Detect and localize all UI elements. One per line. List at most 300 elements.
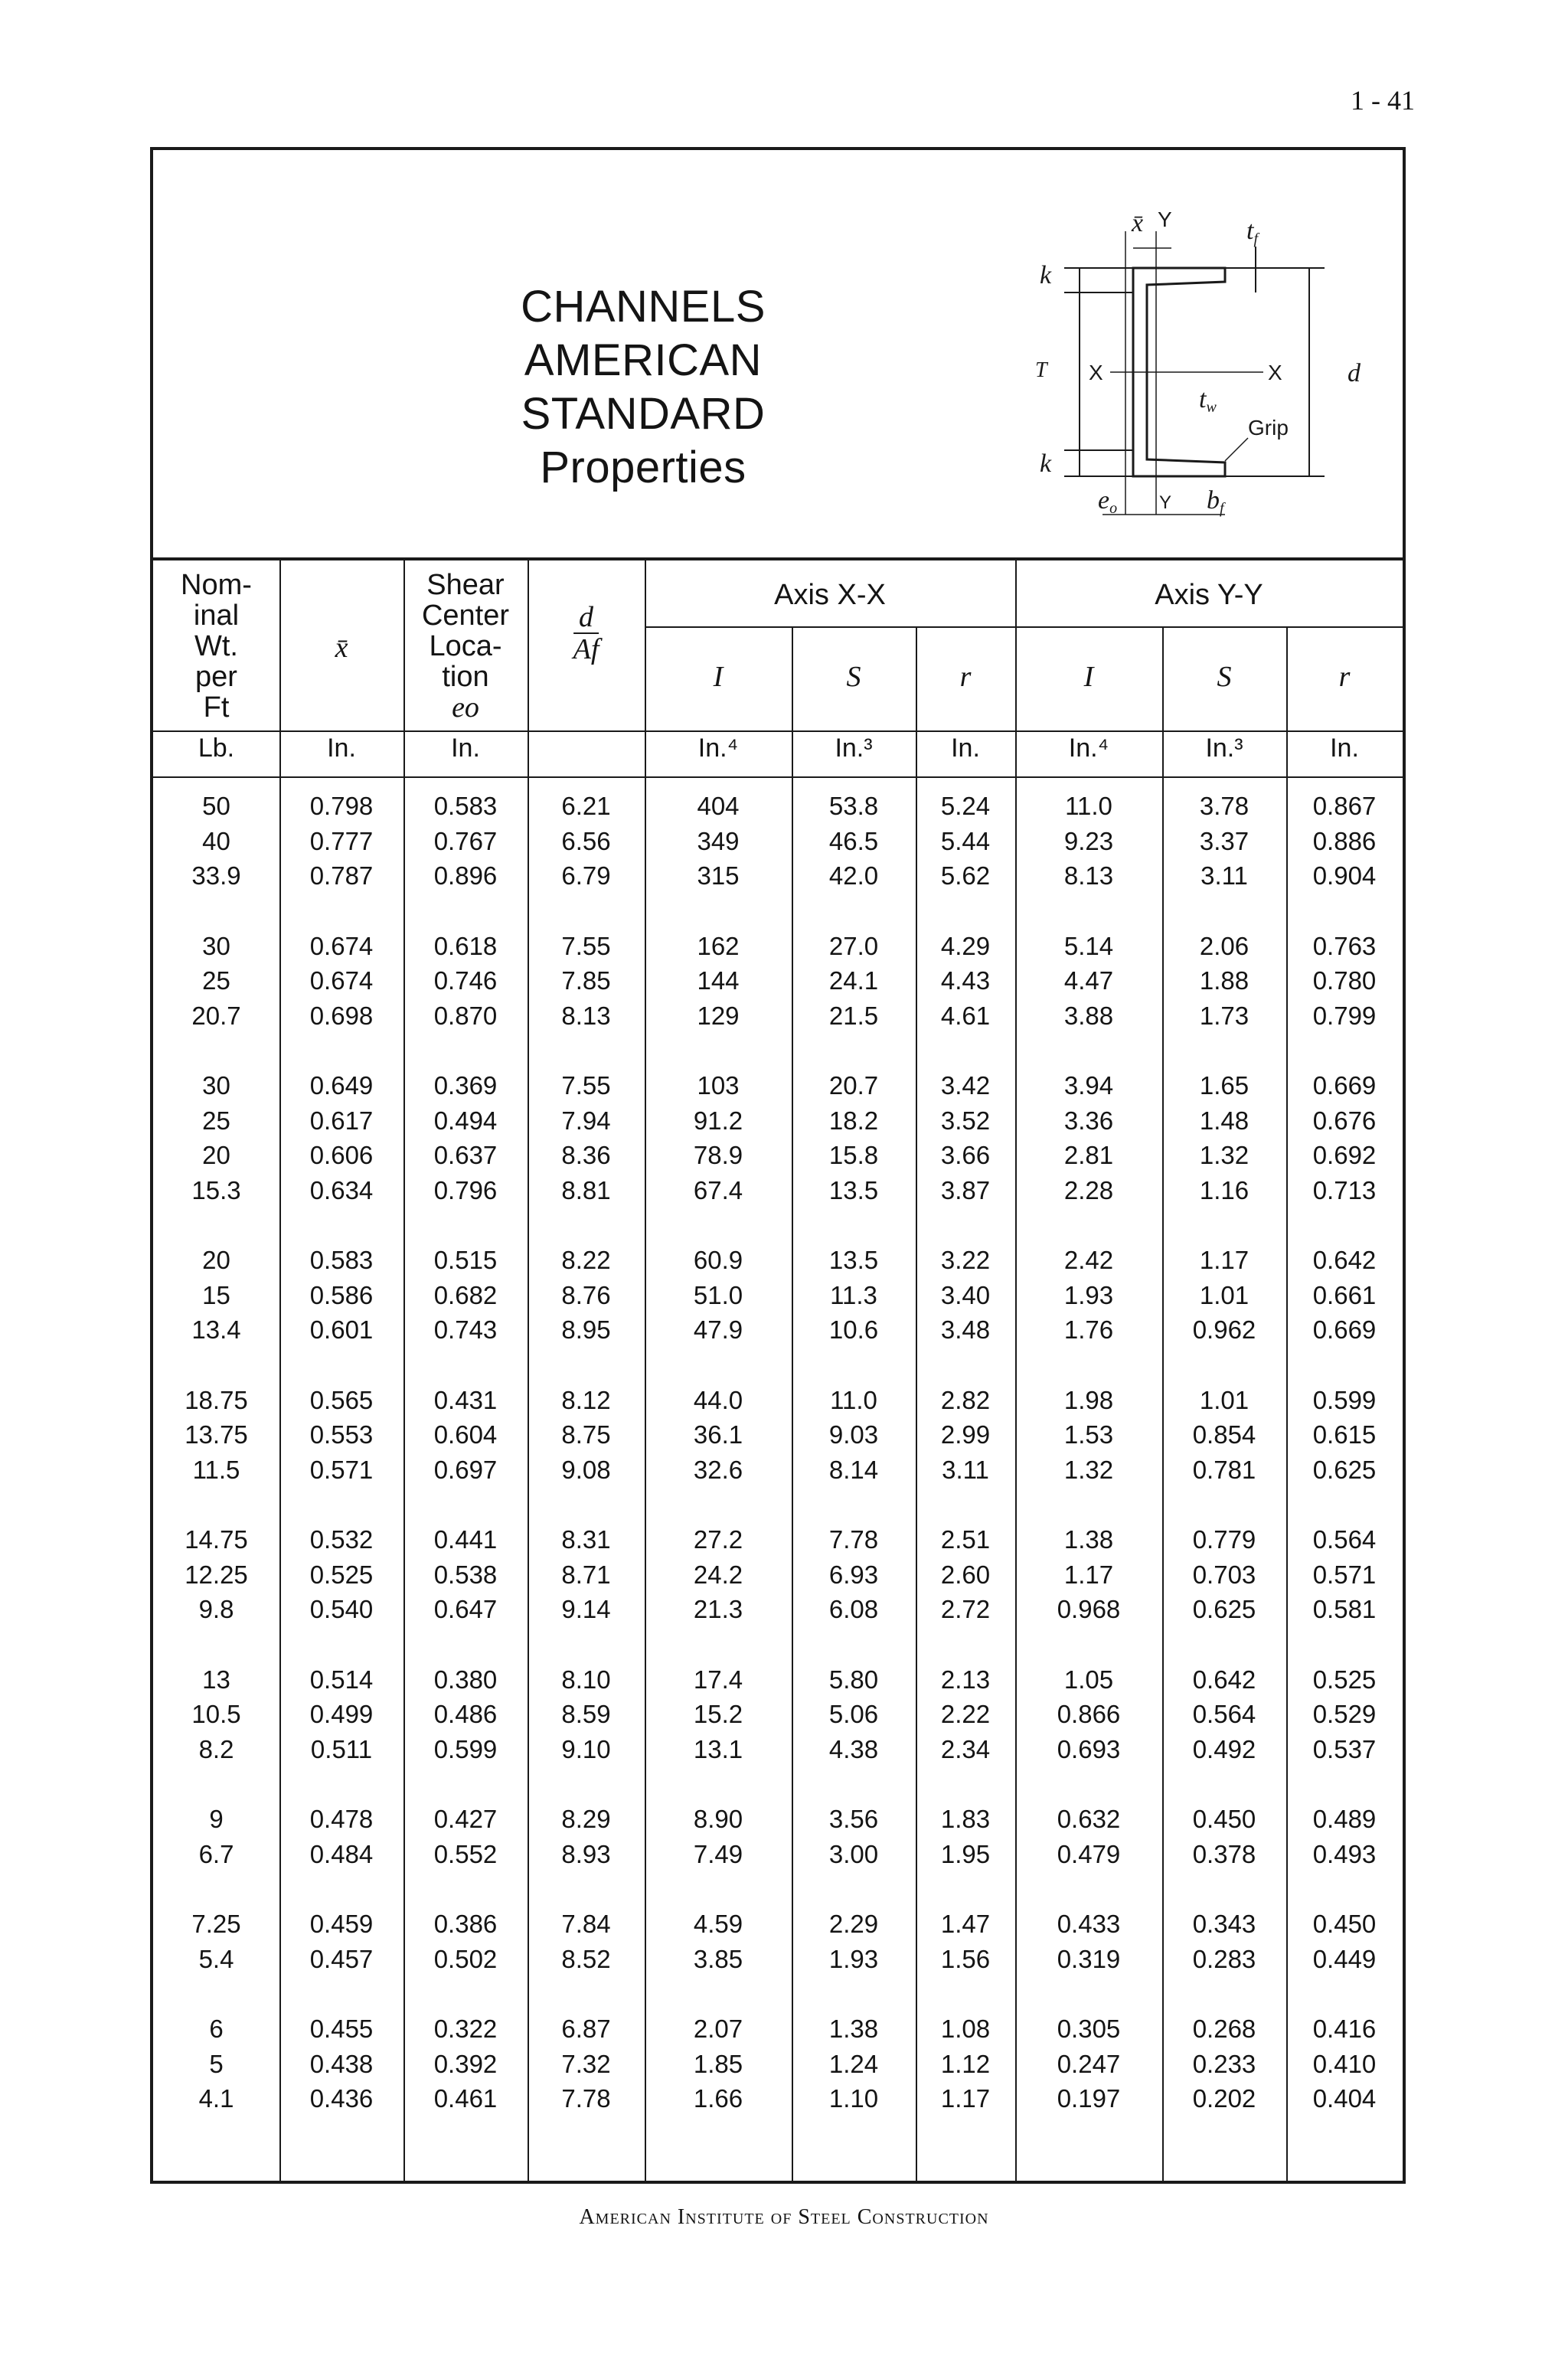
table-cell: 0.743 [433,1315,498,1344]
table-cell: 0.565 [309,1385,374,1414]
table-cell: 3.78 [1199,792,1250,820]
table-cell: 1.73 [1199,1001,1250,1030]
table-cell: 6 [209,2015,224,2043]
table-cell: 4.43 [940,966,991,995]
table-cell: 40 [202,826,230,855]
header-nominal-weight [181,570,252,723]
column-divider [403,560,405,2181]
diagram-tf-label: tf [1246,217,1259,247]
table-cell: 20.7 [828,1071,879,1100]
table-cell: 2.06 [1199,931,1250,960]
table-cell: 11.5 [192,1455,240,1484]
table-cell: 2.60 [940,1560,991,1589]
table-cell: 67.4 [693,1175,743,1204]
table-cell: 8.13 [561,1001,611,1030]
table-cell: 0.202 [1192,2084,1256,2113]
table-cell: 2.13 [940,1665,991,1694]
table-cell: 5.44 [940,826,991,855]
table-cell: 3.11 [942,1455,989,1484]
table-cell: 7.78 [828,1525,879,1554]
table-cell: 2.34 [940,1734,991,1763]
table-cell: 42.0 [828,861,879,890]
header-s-xx: S [846,661,861,693]
table-cell: 3.87 [940,1175,991,1204]
table-cell: 1.88 [1199,966,1250,995]
unit-label: In. [1330,734,1359,763]
table-cell: 44.0 [693,1385,743,1414]
table-cell: 0.896 [433,861,498,890]
table-cell: 8.93 [561,1839,611,1868]
table-cell: 0.904 [1312,861,1377,890]
table-cell: 91.2 [693,1106,743,1135]
table-cell: 0.781 [1192,1455,1256,1484]
table-cell: 8.90 [693,1805,743,1833]
table-cell: 4.59 [693,1910,743,1938]
table-cell: 0.197 [1057,2084,1121,2113]
table-cell: 4.1 [198,2084,234,2113]
table-cell: 3.40 [940,1280,991,1309]
column-divider [1162,626,1164,2181]
table-cell: 5.4 [198,1944,234,1973]
table-cell: 0.583 [309,1246,374,1274]
table-cell: 0.642 [1312,1246,1377,1274]
table-cell: 7.85 [561,966,611,995]
table-cell: 0.674 [309,931,374,960]
header-shear-center [422,570,509,723]
table-cell: 0.669 [1312,1071,1377,1100]
table-cell: 7.94 [561,1106,611,1135]
table-cell: 0.540 [309,1595,374,1623]
table-cell: 404 [697,792,740,820]
units-bottom-divider [153,776,1403,778]
table-cell: 3.22 [940,1246,991,1274]
page-title [444,280,842,495]
table-cell: 3.66 [940,1141,991,1169]
table-cell: 0.538 [433,1560,498,1589]
table-cell: 1.66 [693,2084,743,2113]
table-cell: 8.76 [561,1280,611,1309]
table-cell: 1.93 [828,1944,879,1973]
header-line: Shear [426,569,505,601]
table-cell: 5.24 [940,792,991,820]
table-cell: 9.10 [561,1734,611,1763]
table-cell: 0.870 [433,1001,498,1030]
table-cell: 0.692 [1312,1141,1377,1169]
table-cell: 0.583 [433,792,498,820]
table-cell: 0.305 [1057,2015,1121,2043]
table-cell: 0.615 [1312,1420,1377,1449]
table-cell: 32.6 [693,1455,743,1484]
table-cell: 1.10 [828,2084,879,2113]
table-cell: 1.17 [1063,1560,1114,1589]
table-cell: 0.642 [1192,1665,1256,1694]
table-cell: 0.698 [309,1001,374,1030]
table-cell: 0.484 [309,1839,374,1868]
table-cell: 30 [202,931,230,960]
header-r-xx: r [959,661,972,693]
table-cell: 1.48 [1199,1106,1250,1135]
table-cell: 8.52 [561,1944,611,1973]
table-cell: 0.746 [433,966,498,995]
table-cell: 0.378 [1192,1839,1256,1868]
table-cell: 13.1 [693,1734,743,1763]
table-cell: 1.08 [940,2015,991,2043]
table-cell: 7.25 [191,1910,241,1938]
table-cell: 18.75 [185,1385,248,1414]
table-cell: 2.99 [940,1420,991,1449]
table-cell: 0.632 [1057,1805,1121,1833]
table-cell: 8.59 [561,1700,611,1728]
table-cell: 9.23 [1063,826,1114,855]
table-cell: 9.14 [561,1595,611,1623]
table-cell: 3.48 [940,1315,991,1344]
table-cell: 15.8 [828,1141,879,1169]
table-cell: 0.599 [433,1734,498,1763]
header-d-over-af [573,602,599,665]
table-cell: 13.5 [828,1246,879,1274]
table-cell: 50 [202,792,230,820]
column-divider [916,626,917,2181]
table-cell: 25 [202,1106,230,1135]
table-cell: 4.38 [828,1734,879,1763]
table-cell: 0.777 [309,826,374,855]
table-cell: 0.703 [1192,1560,1256,1589]
publisher-footer: American Institute of Steel Construction [579,2205,989,2229]
table-cell: 20 [202,1141,230,1169]
table-cell: 0.779 [1192,1525,1256,1554]
column-divider [1286,626,1288,2181]
table-cell: 129 [697,1001,740,1030]
header-axis-yy: Axis Y-Y [1155,579,1263,611]
table-cell: 0.564 [1192,1700,1256,1728]
header-line: inal [193,600,240,632]
table-cell: 1.24 [828,2049,879,2078]
header-xbar: x̄ [335,632,348,664]
table-cell: 0.581 [1312,1595,1377,1623]
table-cell: 0.529 [1312,1700,1377,1728]
header-line: Center [421,600,510,632]
table-cell: 8.36 [561,1141,611,1169]
table-cell: 0.625 [1192,1595,1256,1623]
table-cell: 8.13 [1063,861,1114,890]
table-cell: 0.283 [1192,1944,1256,1973]
header-af: Af [573,633,599,665]
table-cell: 0.455 [309,2015,374,2043]
table-cell: 10.6 [828,1315,879,1344]
table-cell: 12.25 [185,1560,248,1589]
table-cell: 144 [697,966,740,995]
diagram-x-left-label: X [1089,361,1103,384]
table-cell: 3.37 [1199,826,1250,855]
table-cell: 2.29 [828,1910,879,1938]
table-cell: 0.525 [1312,1665,1377,1694]
table-cell: 8.95 [561,1315,611,1344]
table-cell: 0.634 [309,1175,374,1204]
diagram-y-bottom-label: Y [1159,492,1172,513]
table-cell: 315 [697,861,740,890]
header-d: d [573,602,599,634]
table-cell: 0.571 [1312,1560,1377,1589]
table-cell: 0.604 [433,1420,498,1449]
header-i-xx: I [713,661,724,693]
diagram-k-top-label: k [1040,261,1052,289]
table-cell: 0.486 [433,1700,498,1728]
table-cell: 1.83 [940,1805,991,1833]
table-cell: 0.553 [309,1420,374,1449]
table-cell: 0.457 [309,1944,374,1973]
table-cell: 1.95 [940,1839,991,1868]
table-cell: 3.52 [940,1106,991,1135]
table-cell: 0.796 [433,1175,498,1204]
table-cell: 1.17 [940,2084,991,2113]
table-cell: 0.459 [309,1910,374,1938]
table-cell: 0.601 [309,1315,374,1344]
table-cell: 0.494 [433,1106,498,1135]
table-cell: 0.599 [1312,1385,1377,1414]
table-cell: 13 [202,1665,230,1694]
table-cell: 4.61 [940,1001,991,1030]
table-cell: 1.65 [1199,1071,1250,1100]
table-cell: 0.479 [1057,1839,1121,1868]
table-cell: 8.2 [198,1734,234,1763]
table-cell: 47.9 [693,1315,743,1344]
table-cell: 1.47 [940,1910,991,1938]
table-cell: 0.369 [433,1071,498,1100]
table-cell: 60.9 [693,1246,743,1274]
table-cell: 1.93 [1063,1280,1114,1309]
table-cell: 3.11 [1200,861,1248,890]
table-cell: 1.76 [1063,1315,1114,1344]
table-cell: 6.56 [561,826,611,855]
axis-subheader-divider [645,626,1403,628]
table-cell: 27.2 [693,1525,743,1554]
table-cell: 5 [209,2049,224,2078]
table-cell: 14.75 [185,1525,248,1554]
table-cell: 27.0 [828,931,879,960]
table-cell: 0.886 [1312,826,1377,855]
table-cell: 1.32 [1063,1455,1114,1484]
diagram-d-label: d [1348,359,1361,387]
table-cell: 8.31 [561,1525,611,1554]
table-cell: 0.798 [309,792,374,820]
table-cell: 349 [697,826,740,855]
table-cell: 6.93 [828,1560,879,1589]
header-r-yy: r [1338,661,1351,693]
table-cell: 0.968 [1057,1595,1121,1623]
table-cell: 0.416 [1312,2015,1377,2043]
table-cell: 0.268 [1192,2015,1256,2043]
table-cell: 0.676 [1312,1106,1377,1135]
table-cell: 13.4 [191,1315,241,1344]
table-cell: 0.431 [433,1385,498,1414]
header-line: Ft [203,691,230,724]
diagram-x-right-label: X [1268,361,1282,384]
table-cell: 1.05 [1063,1665,1114,1694]
table-cell: 0.511 [310,1734,373,1763]
table-cell: 6.08 [828,1595,879,1623]
table-cell: 0.697 [433,1455,498,1484]
table-cell: 2.82 [940,1385,991,1414]
table-cell: 5.80 [828,1665,879,1694]
table-cell: 0.564 [1312,1525,1377,1554]
table-cell: 0.322 [433,2015,498,2043]
table-cell: 9.8 [198,1595,234,1623]
table-cell: 2.42 [1063,1246,1114,1274]
table-cell: 0.247 [1057,2049,1121,2078]
column-divider [792,626,793,2181]
unit-label: In. [451,734,480,763]
table-cell: 10.5 [191,1700,241,1728]
diagram-eo-label: eo [1098,486,1118,517]
table-cell: 53.8 [828,792,879,820]
table-cell: 2.72 [940,1595,991,1623]
table-cell: 8.14 [828,1455,879,1484]
table-cell: 0.669 [1312,1315,1377,1344]
table-cell: 0.552 [433,1839,498,1868]
table-cell: 0.647 [433,1595,498,1623]
table-cell: 1.12 [940,2049,991,2078]
diagram-grip-label: Grip [1248,416,1289,440]
table-cell: 5.62 [940,861,991,890]
table-cell: 0.713 [1312,1175,1377,1204]
table-cell: 0.436 [309,2084,374,2113]
table-cell: 0.380 [433,1665,498,1694]
table-cell: 3.88 [1063,1001,1114,1030]
table-cell: 0.233 [1192,2049,1256,2078]
table-cell: 7.55 [561,931,611,960]
table-cell: 8.81 [561,1175,611,1204]
table-cell: 0.433 [1057,1910,1121,1938]
table-cell: 1.17 [1199,1246,1250,1274]
table-cell: 0.489 [1312,1805,1377,1833]
table-cell: 51.0 [693,1280,743,1309]
table-cell: 0.763 [1312,931,1377,960]
table-cell: 2.28 [1063,1175,1114,1204]
table-cell: 6.21 [561,792,611,820]
channel-section-diagram [1018,178,1401,530]
diagram-T-label: T [1035,358,1047,382]
table-cell: 13.75 [185,1420,248,1449]
unit-label: In. [327,734,356,763]
table-cell: 0.441 [433,1525,498,1554]
title-line-3: Properties [540,443,746,492]
table-cell: 7.55 [561,1071,611,1100]
table-cell: 0.661 [1312,1280,1377,1309]
table-cell: 1.16 [1199,1175,1250,1204]
unit-label: In. [951,734,980,763]
table-cell: 2.07 [693,2015,743,2043]
table-cell: 0.649 [309,1071,374,1100]
table-cell: 7.49 [693,1839,743,1868]
column-divider [528,560,529,2181]
table-cell: 0.386 [433,1910,498,1938]
page-number: 1 - 41 [1351,85,1415,116]
table-cell: 0.617 [309,1106,374,1135]
table-cell: 1.85 [693,2049,743,2078]
title-box [153,150,1403,560]
units-top-divider [153,730,1403,732]
header-line: Loca- [429,630,502,662]
table-cell: 2.22 [940,1700,991,1728]
column-divider [645,560,646,2181]
table-cell: 8.10 [561,1665,611,1694]
table-cell: 0.571 [309,1455,374,1484]
table-cell: 3.00 [828,1839,879,1868]
table-cell: 0.404 [1312,2084,1377,2113]
header-line: eo [452,691,479,724]
header-i-yy: I [1083,661,1094,693]
table-cell: 3.36 [1063,1106,1114,1135]
table-cell: 0.515 [433,1246,498,1274]
table-cell: 0.499 [309,1700,374,1728]
table-cell: 13.5 [828,1175,879,1204]
table-cell: 78.9 [693,1141,743,1169]
unit-label: In.⁴ [1068,734,1109,763]
table-cell: 0.449 [1312,1944,1377,1973]
table-cell: 15.2 [693,1700,743,1728]
table-cell: 7.84 [561,1910,611,1938]
table-cell: 8.71 [561,1560,611,1589]
table-cell: 0.674 [309,966,374,995]
header-line: per [195,661,237,693]
table-cell: 0.693 [1057,1734,1121,1763]
table-frame [150,147,1406,2184]
unit-label: In.³ [1205,734,1243,763]
table-cell: 162 [697,931,740,960]
table-cell: 8.12 [561,1385,611,1414]
table-cell: 0.637 [433,1141,498,1169]
table-cell: 11.3 [830,1280,877,1309]
table-cell: 36.1 [693,1420,743,1449]
column-divider [1015,560,1017,2181]
table-cell: 3.94 [1063,1071,1114,1100]
table-cell: 24.2 [693,1560,743,1589]
table-cell: 6.7 [198,1839,234,1868]
table-cell: 6.87 [561,2015,611,2043]
table-cell: 21.5 [828,1001,879,1030]
table-cell: 7.78 [561,2084,611,2113]
table-cell: 46.5 [828,826,879,855]
diagram-tw-label: tw [1199,385,1217,416]
table-cell: 0.854 [1192,1420,1256,1449]
table-cell: 1.32 [1199,1141,1250,1169]
table-cell: 0.780 [1312,966,1377,995]
table-cell: 6.79 [561,861,611,890]
table-cell: 8.29 [561,1805,611,1833]
diagram-k-bottom-label: k [1040,449,1052,478]
unit-label: In.³ [835,734,873,763]
table-cell: 9.03 [828,1420,879,1449]
table-cell: 18.2 [828,1106,879,1135]
table-cell: 0.343 [1192,1910,1256,1938]
table-cell: 30 [202,1071,230,1100]
table-cell: 20.7 [191,1001,241,1030]
table-cell: 0.682 [433,1280,498,1309]
table-cell: 0.461 [433,2084,498,2113]
table-cell: 0.450 [1192,1805,1256,1833]
table-cell: 24.1 [828,966,879,995]
table-cell: 0.319 [1057,1944,1121,1973]
table-cell: 0.438 [309,2049,374,2078]
table-cell: 3.56 [828,1805,879,1833]
table-cell: 0.525 [309,1560,374,1589]
table-cell: 0.625 [1312,1455,1377,1484]
table-cell: 4.29 [940,931,991,960]
table-cell: 0.618 [433,931,498,960]
header-line: tion [442,661,489,693]
header-s-yy: S [1217,661,1232,693]
header-axis-xx: Axis X-X [774,579,886,611]
